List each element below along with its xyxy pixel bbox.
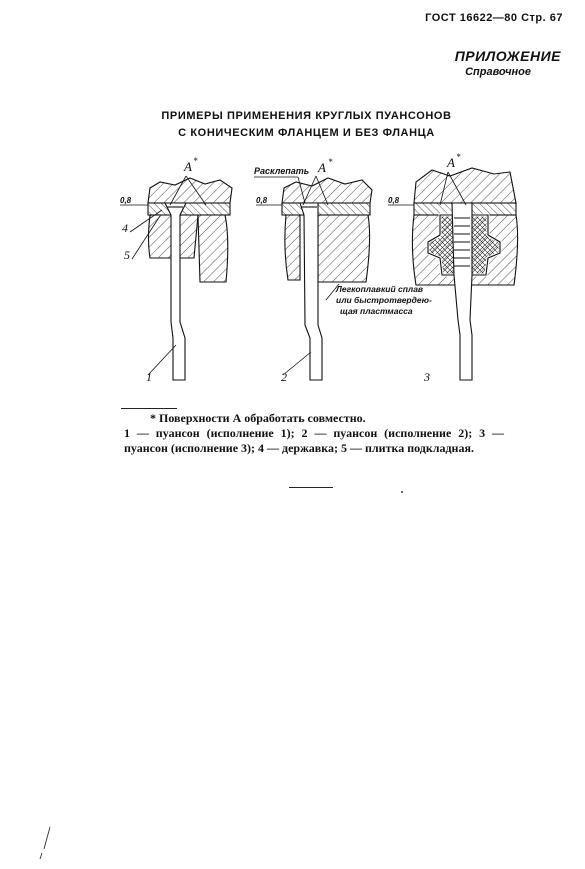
punch-3 — [452, 203, 472, 380]
label-a-right: A — [447, 155, 455, 170]
figure-title — [0, 108, 585, 142]
page-header: ГОСТ 16622—80 Стр. 67 — [425, 12, 563, 24]
figure-title-line-2: С КОНИЧЕСКИМ ФЛАНЦЕМ И БЕЗ ФЛАНЦА — [178, 127, 435, 139]
footnote-mark-left: * — [193, 156, 198, 166]
stray-dot — [401, 491, 403, 493]
label-a-left: A — [184, 159, 192, 174]
footnote-mark-middle: * — [328, 157, 333, 167]
footnote-mark-right: * — [456, 152, 461, 162]
figure-title-line-1: ПРИМЕРЫ ПРИМЕНЕНИЯ КРУГЛЫХ ПУАНСОНОВ — [161, 110, 452, 122]
label-3: 3 — [424, 370, 430, 384]
appendix-title: ПРИЛОЖЕНИЕ — [454, 48, 561, 64]
label-2: 2 — [281, 370, 287, 384]
label-4: 4 — [122, 221, 128, 235]
label-5: 5 — [124, 248, 130, 262]
riveting-note: Расклепать — [254, 166, 310, 176]
footnote-legend: 1 — пуансон (исполнение 1); 2 — пуансон (исполнение 2); 3 — пуансон (исполнение 3); 4 — державка; 5 — плитка подкладная. — [124, 426, 504, 455]
roughness-left: 0,8 — [120, 196, 132, 205]
footnote-rule — [121, 408, 177, 409]
punch-drawings — [0, 150, 585, 390]
alloy-note-line-1: Легкоплавкий сплав — [336, 284, 424, 294]
alloy-note-line-3: щая пластмасса — [340, 306, 413, 316]
end-rule — [289, 487, 333, 488]
punch-version-2-drawing — [282, 178, 372, 380]
backing-plate — [148, 203, 230, 215]
footnote-asterisk-note: * Поверхности А обработать совместно. — [150, 411, 366, 425]
punch-version-3-drawing — [412, 168, 517, 380]
roughness-middle: 0,8 — [256, 196, 268, 205]
alloy-note-line-2: или быстротвердею- — [336, 295, 432, 305]
punch-version-1-drawing — [148, 178, 232, 380]
roughness-right: 0,8 — [388, 196, 400, 205]
label-a-middle: A — [318, 160, 326, 175]
margin-scratch-mark — [36, 825, 56, 865]
appendix-status: Справочное — [465, 66, 531, 78]
label-1: 1 — [146, 370, 152, 384]
